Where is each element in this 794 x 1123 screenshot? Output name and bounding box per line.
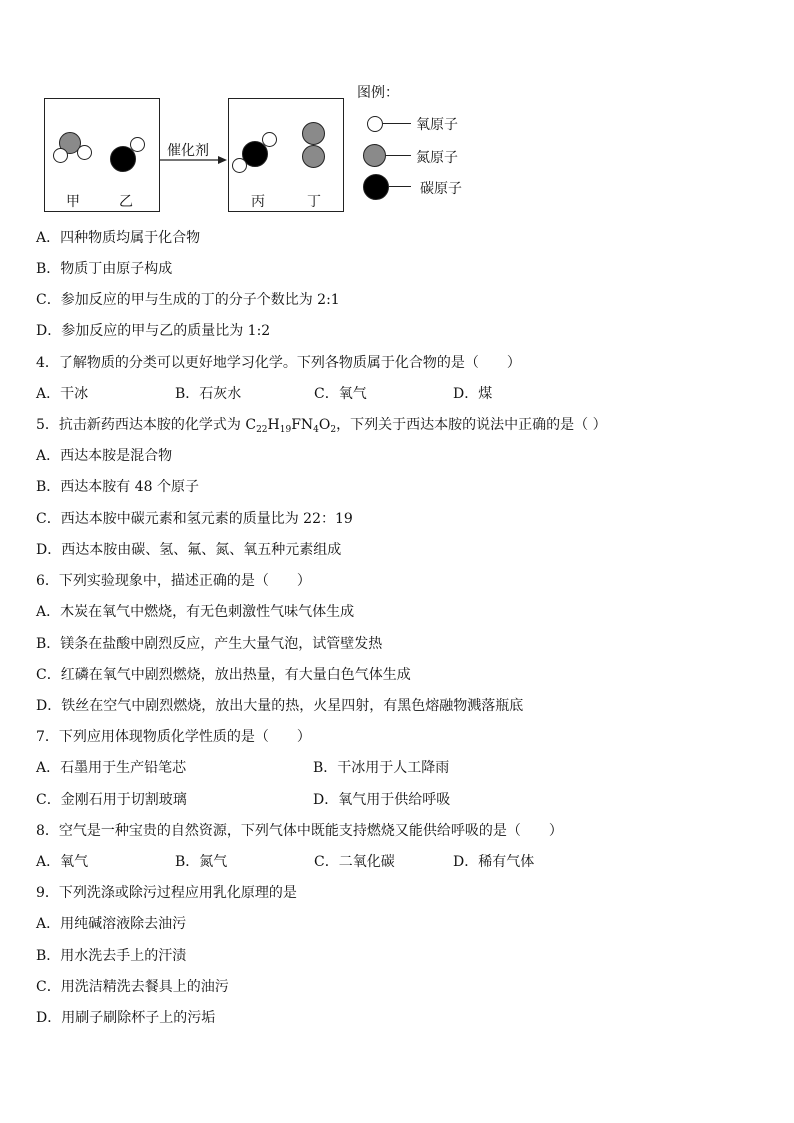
q4-option-c: C．氧气 [314,386,367,402]
q3-option-b: B．物质丁由原子构成 [36,261,173,277]
reaction-diagram [0,0,794,230]
legend-oxygen-label: 氧原子 [416,117,458,133]
formula-sub-o: 2 [330,425,337,435]
legend-nitrogen-label: 氮原子 [416,150,458,166]
formula-sub-h: 19 [279,425,292,435]
q6-option-d: D．铁丝在空气中剧烈燃烧，放出大量的热，火星四射，有黑色熔融物溅落瓶底 [36,698,524,714]
molecule-ding-nitrogen-atom-1 [302,122,325,145]
legend-oxygen-line [383,123,411,124]
q5-option-a: A．西达本胺是混合物 [36,448,173,464]
q8-option-d: D．稀有气体 [453,854,535,870]
q9-option-c: C．用洗洁精洗去餐具上的油污 [36,979,229,995]
q8-option-b: B．氮气 [175,854,228,870]
q4-option-a: A．干冰 [36,386,89,402]
q6-option-a: A．木炭在氧气中燃烧，有无色刺激性气味气体生成 [36,604,355,620]
formula-sub-c: 22 [256,425,268,435]
q8-option-a: A．氧气 [36,854,89,870]
q7-options-row-2 [36,791,450,809]
q7-option-d: D．氧气用于供给呼吸 [313,792,451,808]
q7-option-a: A．石墨用于生产铅笔芯 [36,760,187,776]
q4-stem: 4．了解物质的分类可以更好地学习化学。下列各物质属于化合物的是（ ） [36,355,521,371]
q8-stem: 8．空气是一种宝贵的自然资源，下列气体中既能支持燃烧又能供给呼吸的是（ ） [36,823,563,839]
molecule-ding-nitrogen-atom-2 [302,145,325,168]
reaction-arrow-icon [160,154,228,166]
molecule-jia-oxygen-atom-1 [53,148,68,163]
q5-stem-pre: 5．抗击新药西达本胺的化学式为 C [36,417,257,433]
q4-options [36,385,492,403]
formula-fn: FN [291,417,314,433]
formula-o: O [318,417,331,433]
legend-nitrogen-line [386,155,411,156]
q9-option-a: A．用纯碱溶液除去油污 [36,916,187,932]
q5-option-d: D．西达本胺由碳、氢、氟、氮、氧五种元素组成 [36,542,342,558]
q5-option-c: C．西达本胺中碳元素和氢元素的质量比为 22：19 [36,511,353,527]
q8-option-c: C．二氧化碳 [314,854,395,870]
q8-options [36,853,534,871]
q9-option-b: B．用水洗去手上的汗渍 [36,948,187,964]
q5-option-b: B．西达本胺有 48 个原子 [36,479,200,495]
label-ding: 丁 [307,194,321,210]
q5-stem-post: ，下列关于西达本胺的说法中正确的是（ ） [336,417,607,433]
molecule-yi-oxygen-atom [130,137,145,152]
formula-sub-n: 4 [313,425,319,435]
q3-option-d: D．参加反应的甲与乙的质量比为 1:2 [36,323,271,339]
q9-option-d: D．用刷子刷除杯子上的污垢 [36,1010,216,1026]
label-jia: 甲 [66,194,80,210]
legend-nitrogen-icon [363,144,386,167]
q6-option-c: C．红磷在氧气中剧烈燃烧，放出热量，有大量白色气体生成 [36,667,411,683]
q3-option-a: A．四种物质均属于化合物 [36,230,201,246]
legend-carbon-line [389,186,411,187]
legend-title: 图例： [357,85,399,101]
legend-oxygen-icon [367,116,383,132]
molecule-bing-oxygen-atom-2 [232,158,247,173]
q9-stem: 9．下列洗涤或除污过程应用乳化原理的是 [36,885,297,901]
q4-option-b: B．石灰水 [175,386,242,402]
q4-option-d: D．煤 [453,386,493,402]
label-bing: 丙 [251,194,265,210]
q7-option-c: C．金刚石用于切割玻璃 [36,792,187,808]
legend-carbon-icon [363,174,389,200]
q7-options-row-1 [36,759,449,777]
label-yi: 乙 [119,194,133,210]
q3-option-c: C．参加反应的甲与生成的丁的分子个数比为 2:1 [36,292,340,308]
molecule-jia-oxygen-atom-2 [77,145,92,160]
q7-option-b: B．干冰用于人工降雨 [313,760,450,776]
q6-option-b: B．镁条在盐酸中剧烈反应，产生大量气泡，试管壁发热 [36,636,383,652]
q7-stem: 7．下列应用体现物质化学性质的是（ ） [36,729,311,745]
formula-h: H [267,417,280,433]
legend-carbon-label: 碳原子 [420,181,462,197]
q5-stem [36,416,607,434]
catalyst-label: 催化剂 [167,143,209,159]
molecule-bing-oxygen-atom-1 [262,132,277,147]
q6-stem: 6．下列实验现象中，描述正确的是（ ） [36,573,311,589]
